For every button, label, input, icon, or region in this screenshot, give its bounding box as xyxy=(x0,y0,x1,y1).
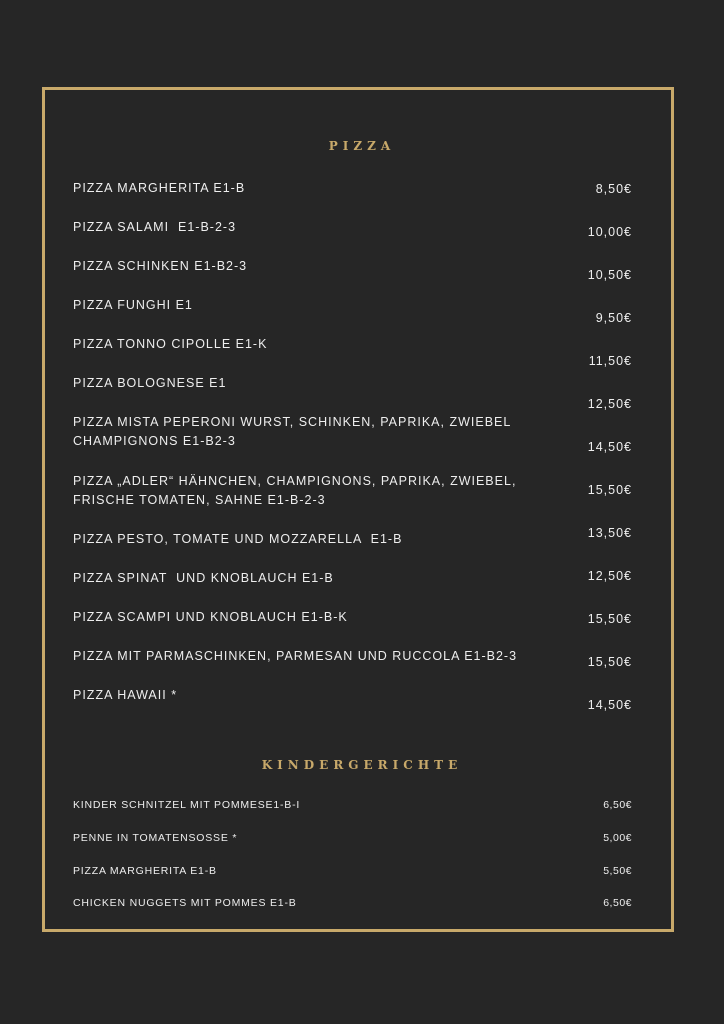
pizza-item-name: PIZZA HAWAII * xyxy=(73,688,178,702)
pizza-item-price: 9,50€ xyxy=(595,311,632,325)
pizza-item-name: PIZZA PESTO, TOMATE UND MOZZARELLA E1-B xyxy=(73,532,403,546)
kids-item-price: 5,00€ xyxy=(603,832,632,844)
pizza-item-name: PIZZA MIT PARMASCHINKEN, PARMESAN UND RUCCOLA E1-B2-3 xyxy=(73,649,518,663)
pizza-item-price: 13,50€ xyxy=(587,526,632,540)
pizza-item-name: PIZZA MARGHERITA E1-B xyxy=(73,181,246,195)
kids-item-name: CHICKEN NUGGETS MIT POMMES E1-B xyxy=(73,897,297,909)
pizza-item-name: PIZZA SALAMI E1-B-2-3 xyxy=(73,220,237,234)
pizza-item-price: 8,50€ xyxy=(595,182,632,196)
pizza-item-price: 15,50€ xyxy=(587,655,632,669)
pizza-section-title: PIZZA xyxy=(328,139,396,153)
kids-item-price: 6,50€ xyxy=(603,897,632,909)
pizza-item-name: PIZZA „ADLER“ HÄHNCHEN, CHAMPIGNONS, PAPRIKA, ZWIEBEL, FRISCHE TOMATEN, SAHNE E1-B-2-3 xyxy=(73,474,517,507)
kids-item-name: PENNE IN TOMATENSOSSE * xyxy=(73,832,238,844)
pizza-item-name: PIZZA SPINAT UND KNOBLAUCH E1-B xyxy=(73,571,334,585)
pizza-item-price: 11,50€ xyxy=(588,354,632,368)
pizza-item-price: 15,50€ xyxy=(587,612,632,626)
kids-section-title: KINDERGERICHTE xyxy=(261,758,463,772)
kids-item-price: 5,50€ xyxy=(603,865,632,877)
kids-item-price: 6,50€ xyxy=(603,799,632,811)
pizza-item-price: 10,00€ xyxy=(587,225,632,239)
pizza-item-name: PIZZA FUNGHI E1 xyxy=(73,298,193,312)
pizza-item-name: PIZZA SCAMPI UND KNOBLAUCH E1-B-K xyxy=(73,610,348,624)
pizza-item-price: 12,50€ xyxy=(587,397,632,411)
kids-item-name: PIZZA MARGHERITA E1-B xyxy=(73,865,217,877)
pizza-item-name: PIZZA MISTA PEPERONI WURST, SCHINKEN, PAPRIKA, ZWIEBEL CHAMPIGNONS E1-B2-3 xyxy=(73,415,512,448)
pizza-item-price: 12,50€ xyxy=(587,569,632,583)
kids-item-name: KINDER SCHNITZEL MIT POMMESE1-B-I xyxy=(73,799,301,811)
pizza-item-price: 10,50€ xyxy=(587,268,632,282)
pizza-item-name: PIZZA SCHINKEN E1-B2-3 xyxy=(73,259,248,273)
pizza-item-name: PIZZA TONNO CIPOLLE E1-K xyxy=(73,337,268,351)
pizza-item-price: 14,50€ xyxy=(587,698,632,712)
pizza-item-price: 15,50€ xyxy=(587,483,632,497)
pizza-item-price: 14,50€ xyxy=(587,440,632,454)
pizza-item-name: PIZZA BOLOGNESE E1 xyxy=(73,376,227,390)
